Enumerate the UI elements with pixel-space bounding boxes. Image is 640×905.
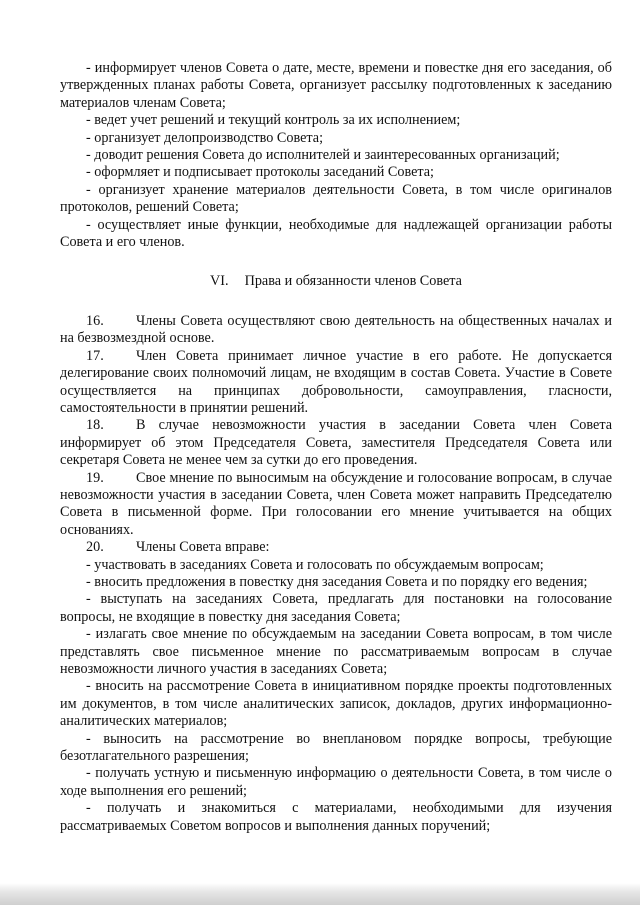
list-item: - организует делопроизводство Совета;	[86, 129, 324, 146]
list-item: - оформляет и подписывает протоколы заседаний Совета;	[86, 164, 435, 181]
list-item: - вносить на рассмотрение Совета в инициативном порядке проекты подготовленных им документов, в том числе аналитических записок, докладов, других информационно-аналитических материалов;	[60, 678, 612, 730]
list-item: - излагать свое мнение по обсуждаемым на заседании Совета вопросам, в том числе представлять свое письменное мнение по рассматриваемым вопросам в случае невозможности личного участия в заседаниях Совета;	[60, 626, 612, 677]
section-heading	[60, 273, 612, 290]
clause-20	[60, 539, 612, 556]
section-number: VI.	[210, 273, 229, 290]
section-title: Права и обязанности членов Совета	[244, 273, 462, 290]
list-item: - ведет учет решений и текущий контроль за их исполнением;	[86, 112, 461, 129]
clause-17	[60, 348, 612, 418]
clause-number: 17.	[86, 347, 104, 364]
list-item: - доводит решения Совета до исполнителей и заинтересованных организаций;	[86, 147, 560, 164]
list-item: - участвовать в заседаниях Совета и голосовать по обсуждаемым вопросам;	[86, 556, 544, 573]
clause-text: Члены Совета вправе:	[136, 539, 270, 556]
list-item: - выступать на заседаниях Совета, предлагать для постановки на голосование вопросы, не входящие в повестку дня заседания Совета;	[60, 591, 612, 625]
clause-number: 20.	[86, 539, 104, 556]
list-item: - организует хранение материалов деятельности Совета, в том числе оригиналов протоколов, решений Совета;	[60, 181, 612, 216]
clause-text: Свое мнение по выносимым на обсуждение и голосование вопросам, в случае невозможности участия в заседании Совета, член Совета может направить Председателю Совета в письменной форме. При голосовании его мнение учитывается на общих основаниях.	[60, 469, 612, 538]
clause-text: Член Совета принимает личное участие в его работе. Не допускается делегирование своих полномочий лицам, не входящим в состав Совета. Участие в Совете осуществляется на принципах добровольности, самоуправления, гласности, самостоятельности в принятии решений.	[60, 347, 612, 416]
list-item: - получать устную и письменную информацию о деятельности Совета, в том числе о ходе выполнения его решений;	[60, 765, 612, 799]
document-body	[60, 60, 612, 835]
clause-text: Члены Совета осуществляют свою деятельность на общественных началах и на безвозмездной основе.	[60, 312, 612, 347]
clause-19	[60, 470, 612, 540]
clause-text: В случае невозможности участия в заседании Совета член Совета информирует об этом Председателя Совета, заместителя Председателя Совета или секретаря Совета не менее чем за сутки до его проведения.	[60, 417, 612, 469]
clause-number: 18.	[86, 417, 104, 434]
list-item: - выносить на рассмотрение во внеплановом порядке вопросы, требующие безотлагательного разрешения;	[60, 730, 612, 765]
clause-16	[60, 313, 612, 348]
list-item: - осуществляет иные функции, необходимые для надлежащей организации работы Совета и его членов.	[60, 216, 612, 251]
clause-number: 19.	[86, 469, 104, 486]
clause-number: 16.	[86, 312, 104, 329]
list-item: - получать и знакомиться с материалами, необходимыми для изучения рассматриваемых Советом вопросов и выполнения данных поручений;	[60, 800, 612, 834]
list-item: - информирует членов Совета о дате, месте, времени и повестке дня его заседания, об утвержденных планах работы Совета, организует рассылку подготовленных к заседанию материалов членам Совета;	[60, 60, 612, 111]
clause-18	[60, 417, 612, 469]
scan-bottom-edge	[0, 883, 640, 905]
list-item: - вносить предложения в повестку дня заседания Совета и по порядку его ведения;	[86, 573, 588, 590]
